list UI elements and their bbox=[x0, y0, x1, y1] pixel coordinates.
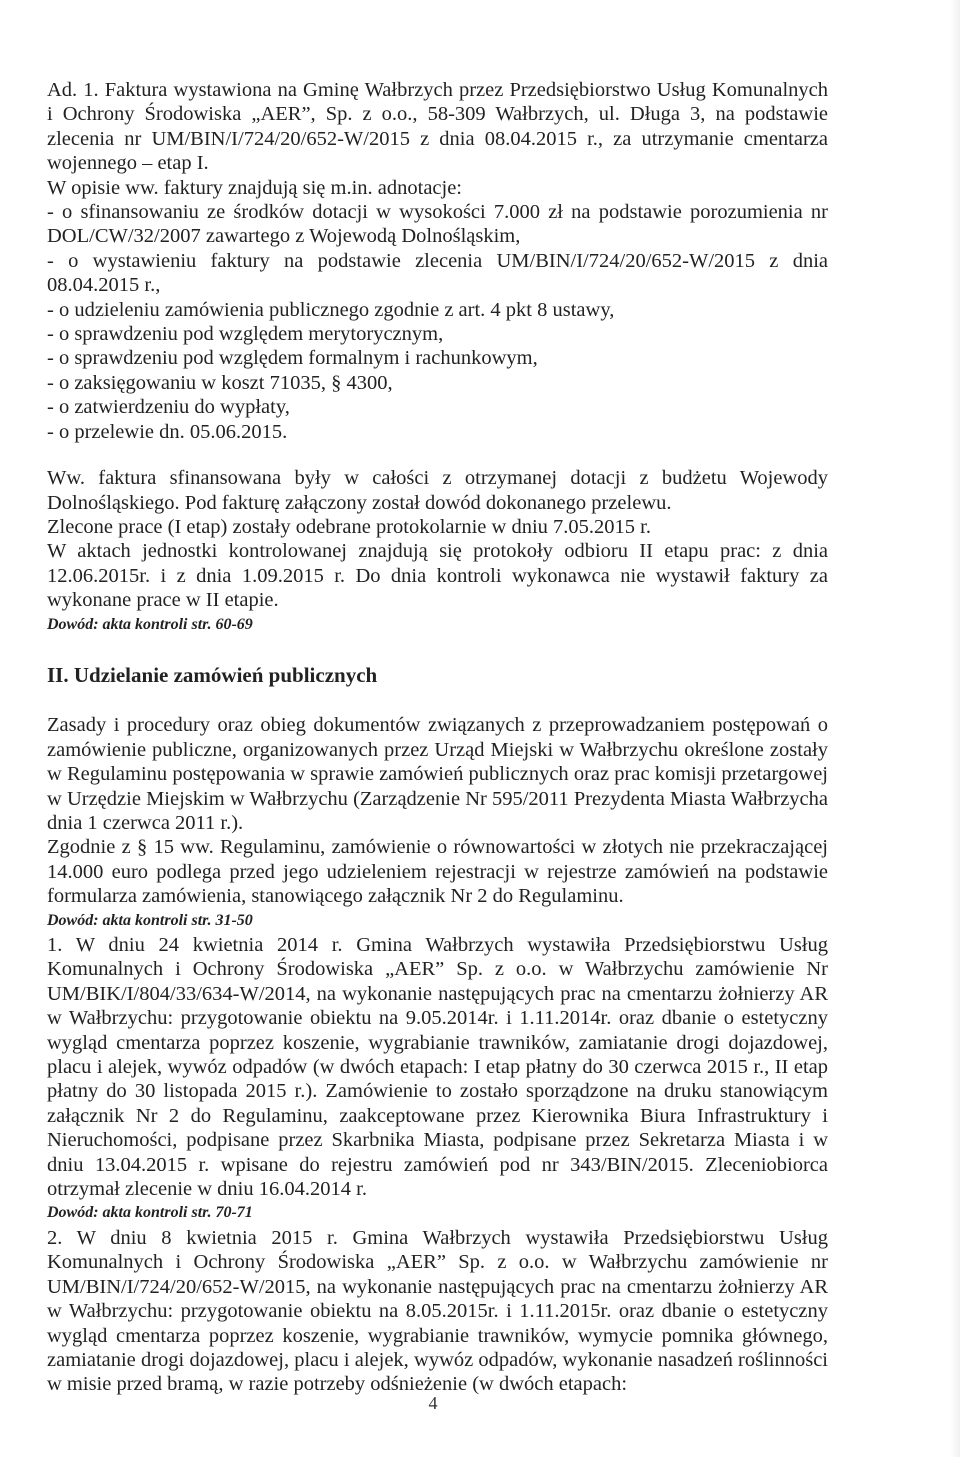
paragraph-protocols: W aktach jednostki kontrolowanej znajdują się protokoły odbioru II etapu prac: z dnia 12.06.2015r. i z dnia 1.09.2015 r. Do dnia kontroli wykonawca nie wystawił faktury za wykonane prace w II etapie. bbox=[47, 540, 828, 612]
list-item: - o przelewie dn. 05.06.2015. bbox=[47, 420, 288, 443]
paragraph-financing: Ww. faktura sfinansowana były w całości z otrzymanej dotacji z budżetu Wojewody Dolnośląskiego. Pod fakturę załączony został dowód dokonanego przelewu. bbox=[47, 467, 828, 514]
spacer bbox=[47, 687, 828, 713]
evidence-reference: Dowód: akta kontroli str. 31-50 bbox=[47, 911, 253, 929]
section-heading-number: II. bbox=[47, 662, 69, 687]
paragraph-annotations-intro: W opisie ww. faktury znajdują się m.in. adnotacje: bbox=[47, 176, 463, 199]
paragraph-acceptance: Zlecone prace (I etap) zostały odebrane protokolarnie w dniu 7.05.2015 r. bbox=[47, 515, 651, 538]
spacer bbox=[47, 637, 828, 663]
section-heading bbox=[47, 663, 828, 687]
paragraph-order-2014: 1. W dniu 24 kwietnia 2014 r. Gmina Wałbrzych wystawiła Przedsiębiorstwu Usług Komunalnych i Ochrony Środowiska „AER” Sp. z o.o. w Wałbrzychu zamówienie Nr UM/BIK/I/804/33/634-W/2014, na wykonanie następujących prac na cmentarzu żołnierzy AR w Wałbrzychu: przygotowanie obiektu na 9.05.2014r. i 1.11.2014r. oraz dbanie o estetyczny wygląd cmentarza poprzez koszenie, wygrabianie trawników, zamiatanie drogi dojazdowej, placu i alejek, wywóz odpadów (w dwóch etapach: I etap płatny do 30 czerwca 2015 r., II etap płatny do 30 listopada 2015 r.). Zamówienie to zostało sporządzone na druku stanowiącym załącznik Nr 2 do Regulaminu, zaakceptowane przez Kierownika Biura Infrastruktury i Nieruchomości, podpisane przez Skarbnika Miasta, podpisane przez Sekretarza Miasta i w dniu 13.04.2015 r. wpisane do rejestru zamówień pod nr 343/BIN/2015. Zleceniobiorca otrzymał zlecenie w dniu 16.04.2014 r. bbox=[47, 934, 828, 1201]
list-item: - o zatwierdzeniu do wypłaty, bbox=[47, 396, 290, 419]
spacer bbox=[47, 444, 828, 466]
list-item: - o sprawdzeniu pod względem formalnym i rachunkowym, bbox=[47, 347, 538, 370]
list-item: - o udzieleniu zamówienia publicznego zgodnie z art. 4 pkt 8 ustawy, bbox=[47, 298, 615, 321]
paragraph-procedures: Zasady i procedury oraz obieg dokumentów związanych z przeprowadzaniem postępowań o zamówienie publiczne, organizowanych przez Urząd Miejski w Wałbrzychu określone zostały w Regulaminu postępowania w sprawie zamówień publicznych oraz prac komisji przetargowej w Urzędzie Miejskim w Wałbrzychu (Zarządzenie Nr 595/2011 Prezydenta Miasta Wałbrzycha dnia 1 czerwca 2011 r.). bbox=[47, 714, 828, 834]
list-item: - o sfinansowaniu ze środków dotacji w wysokości 7.000 zł na podstawie porozumienia nr DOL/CW/32/2007 zawartego z Wojewodą Dolnośląskim, bbox=[47, 201, 828, 248]
scan-edge bbox=[950, 0, 960, 1457]
list-item: - o sprawdzeniu pod względem merytorycznym, bbox=[47, 323, 444, 346]
list-item: - o zaksięgowaniu w koszt 71035, § 4300, bbox=[47, 371, 393, 394]
paragraph-regulation-15: Zgodnie z § 15 ww. Regulaminu, zamówienie o równowartości w złotych nie przekraczającej 14.000 euro podlega przed jego udzieleniem rejestracji w rejestrze zamówień na podstawie formularza zamówienia, stanowiącego załącznik Nr 2 do Regulaminu. bbox=[47, 836, 828, 908]
page-number: 4 bbox=[428, 1393, 438, 1413]
document-body bbox=[47, 78, 828, 1397]
list-item: - o wystawieniu faktury na podstawie zlecenia UM/BIN/I/724/20/652-W/2015 z dnia 08.04.2015 r., bbox=[47, 249, 828, 297]
evidence-reference: Dowód: akta kontroli str. 60-69 bbox=[47, 615, 253, 633]
paragraph-invoice-intro: Ad. 1. Faktura wystawiona na Gminę Wałbrzych przez Przedsiębiorstwo Usług Komunalnych i Ochrony Środowiska „AER”, Sp. z o.o., 58-309 Wałbrzych, ul. Długa 3, na podstawie zlecenia nr UM/BIN/I/724/20/652-W/2015 z dnia 08.04.2015 r., za utrzymanie cmentarza wojennego – etap I. bbox=[47, 79, 828, 175]
paragraph-order-2015: 2. W dniu 8 kwietnia 2015 r. Gmina Wałbrzych wystawiła Przedsiębiorstwu Usług Komunalnych i Ochrony Środowiska „AER” Sp. z o.o. w Wałbrzychu zamówienie nr UM/BIN/I/724/20/652-W/2015, na wykonanie następujących prac na cmentarzu żołnierzy AR w Wałbrzychu: przygotowanie obiektu na 8.05.2015r. i 1.11.2015r. oraz dbanie o estetyczny wygląd cmentarza poprzez koszenie, wygrabianie trawników, wymycie pomnika głównego, zamiatanie drogi dojazdowej, placu i alejek, wywóz odpadów, wykonanie nasadzeń roślinności w misie przed bramą, w razie potrzeby odśnieżenie (w dwóch etapach: bbox=[47, 1226, 828, 1396]
section-heading-text: Udzielanie zamówień publicznych bbox=[73, 662, 378, 687]
evidence-reference: Dowód: akta kontroli str. 70-71 bbox=[47, 1204, 253, 1222]
